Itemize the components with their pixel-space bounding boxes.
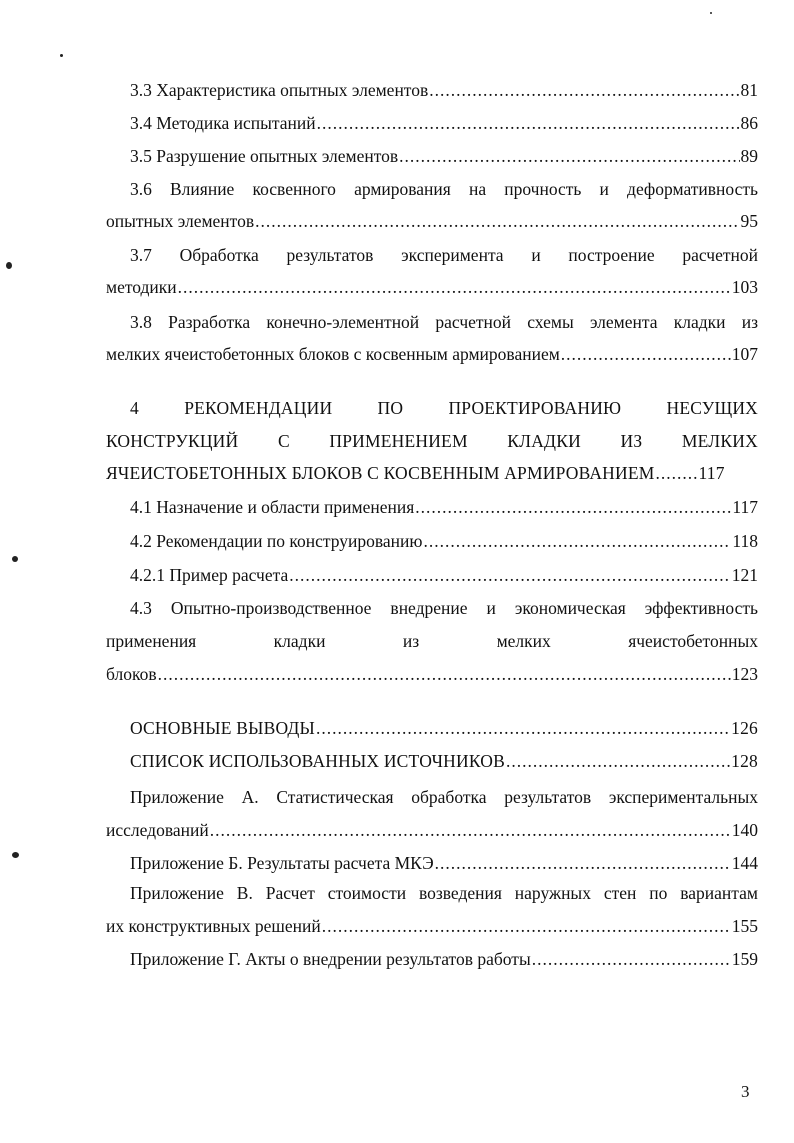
toc-entry-3-8-line2 <box>106 341 758 367</box>
toc-dot-leader <box>178 274 731 300</box>
toc-dot-leader <box>316 715 730 741</box>
toc-entry-3-6-line1: 3.6 Влияние косвенного армирования на прочность и деформативность <box>130 179 758 199</box>
toc-appendix-g <box>130 946 758 972</box>
word: построение <box>568 245 655 265</box>
word: применения <box>106 631 197 651</box>
toc-dot-leader <box>255 208 739 234</box>
word: КЛАДКИ <box>507 431 581 451</box>
toc-dot-leader <box>322 913 731 939</box>
toc-entry-4-2-1 <box>130 562 758 588</box>
word: эксперимента <box>401 245 504 265</box>
toc-dot-leader <box>532 946 731 972</box>
toc-page-number: 117 <box>732 497 758 517</box>
toc-page-number: 126 <box>731 718 758 738</box>
toc-dot-leader <box>561 341 731 367</box>
toc-entry-title: методики <box>106 277 177 297</box>
page-number: 3 <box>741 1082 750 1101</box>
word: из <box>402 631 420 651</box>
toc-page-number: 86 <box>740 113 758 133</box>
toc-entry-title: опытных элементов <box>106 211 255 231</box>
word: МЕЛКИХ <box>681 431 758 451</box>
toc-page-number: 95 <box>740 211 758 231</box>
word: НЕСУЩИХ <box>666 398 758 418</box>
toc-dot-leader <box>423 528 731 554</box>
toc-appendix-v-line1: Приложение В. Расчет стоимости возведения наружных стен по вариантам <box>130 883 758 903</box>
toc-dot-leader <box>317 110 740 136</box>
toc-dot-leader <box>435 850 731 876</box>
word: С <box>277 431 290 451</box>
toc-entry-sources <box>130 748 758 774</box>
toc-page-number: 155 <box>731 916 758 936</box>
toc-entry-3-6-line2 <box>106 208 758 234</box>
toc-entry-3-4 <box>130 110 758 136</box>
toc-entry-3-3 <box>130 77 758 103</box>
toc-entry-title: 3.3 Характеристика опытных элементов <box>130 80 429 100</box>
toc-dot-leader <box>289 562 731 588</box>
toc-entry-title: ОСНОВНЫЕ ВЫВОДЫ <box>130 718 316 738</box>
toc-entry-title: блоков <box>106 664 157 684</box>
toc-entry-3-7-line1 <box>130 242 758 268</box>
toc-page-number: 118 <box>732 531 758 551</box>
word: расчетной <box>682 245 758 265</box>
toc-entry-title: мелких ячеистобетонных блоков с косвенным армированием <box>106 344 560 364</box>
toc-page-number: 89 <box>740 146 758 166</box>
toc-dot-leader <box>399 143 739 169</box>
toc-page-number: 81 <box>740 80 758 100</box>
toc-entry-4-1 <box>130 494 758 520</box>
scan-speck <box>60 54 63 57</box>
word: результатов <box>286 245 374 265</box>
word: КОНСТРУКЦИЙ <box>106 431 239 451</box>
toc-entry-4-2 <box>130 528 758 554</box>
toc-entry-3-7-line2 <box>106 274 758 300</box>
toc-entry-title: 4.2.1 Пример расчета <box>130 565 289 585</box>
toc-entry-title: 3.4 Методика испытаний <box>130 113 316 133</box>
word: и <box>531 245 541 265</box>
toc-appendix-v-line2 <box>106 913 758 939</box>
toc-entry-title: исследований <box>106 820 209 840</box>
toc-page-number: 117 <box>698 463 725 483</box>
toc-dot-leader <box>415 494 731 520</box>
word: ИЗ <box>620 431 643 451</box>
toc-entry-3-5 <box>130 143 758 169</box>
toc-chapter-4-line2 <box>106 428 758 454</box>
scan-speck <box>6 262 12 269</box>
toc-page-number: 128 <box>731 751 758 771</box>
toc-entry-conclusions <box>130 715 758 741</box>
scan-speck <box>710 12 712 14</box>
toc-page-number: 159 <box>731 949 758 969</box>
scan-speck <box>12 852 19 858</box>
toc-entry-title: ЯЧЕИСТОБЕТОННЫХ БЛОКОВ С КОСВЕННЫМ АРМИРОВАНИЕМ <box>106 463 655 483</box>
scan-speck <box>12 556 18 562</box>
toc-entry-title: Приложение Г. Акты о внедрении результатов работы <box>130 949 531 969</box>
toc-entry-title: их конструктивных решений <box>106 916 321 936</box>
toc-entry-4-3-line2 <box>106 628 758 654</box>
toc-page-number: 107 <box>731 344 758 364</box>
toc-appendix-b <box>130 850 758 876</box>
word: ПРОЕКТИРОВАНИЮ <box>448 398 622 418</box>
toc-dot-leader <box>158 661 731 687</box>
toc-entry-3-8-line1: 3.8 Разработка конечно-элементной расчетной схемы элемента кладки из <box>130 312 758 332</box>
toc-page-number: 144 <box>731 853 758 873</box>
toc-page-number: 103 <box>731 277 758 297</box>
word: ПРИМЕНЕНИЕМ <box>329 431 468 451</box>
toc-entry-title: 4.2 Рекомендации по конструированию <box>130 531 423 551</box>
toc-dot-leader <box>506 748 730 774</box>
word: мелких <box>496 631 551 651</box>
toc-entry-4-3-line1: 4.3 Опытно-производственное внедрение и экономическая эффективность <box>130 598 758 618</box>
toc-entry-title: Приложение Б. Результаты расчета МКЭ <box>130 853 434 873</box>
word: 4 <box>130 398 139 418</box>
word: РЕКОМЕНДАЦИИ <box>184 398 333 418</box>
toc-entry-title: 4.1 Назначение и области применения <box>130 497 415 517</box>
toc-appendix-a-line1: Приложение А. Статистическая обработка результатов экспериментальных <box>130 787 758 807</box>
toc-dot-leader <box>656 460 698 486</box>
toc-page-number: 121 <box>731 565 758 585</box>
word: ячеистобетонных <box>628 631 758 651</box>
toc-page-number: 140 <box>731 820 758 840</box>
toc-dot-leader <box>429 77 739 103</box>
word: ПО <box>377 398 404 418</box>
toc-page-number: 123 <box>731 664 758 684</box>
toc-chapter-4-line3 <box>106 460 758 486</box>
toc-appendix-a-line2 <box>106 817 758 843</box>
word: Обработка <box>179 245 259 265</box>
word: кладки <box>273 631 326 651</box>
toc-entry-4-3-line3 <box>106 661 758 687</box>
toc-dot-leader <box>210 817 731 843</box>
word: 3.7 <box>130 245 152 265</box>
toc-entry-title: СПИСОК ИСПОЛЬЗОВАННЫХ ИСТОЧНИКОВ <box>130 751 506 771</box>
toc-entry-title: 3.5 Разрушение опытных элементов <box>130 146 399 166</box>
toc-chapter-4-line1 <box>130 395 758 421</box>
